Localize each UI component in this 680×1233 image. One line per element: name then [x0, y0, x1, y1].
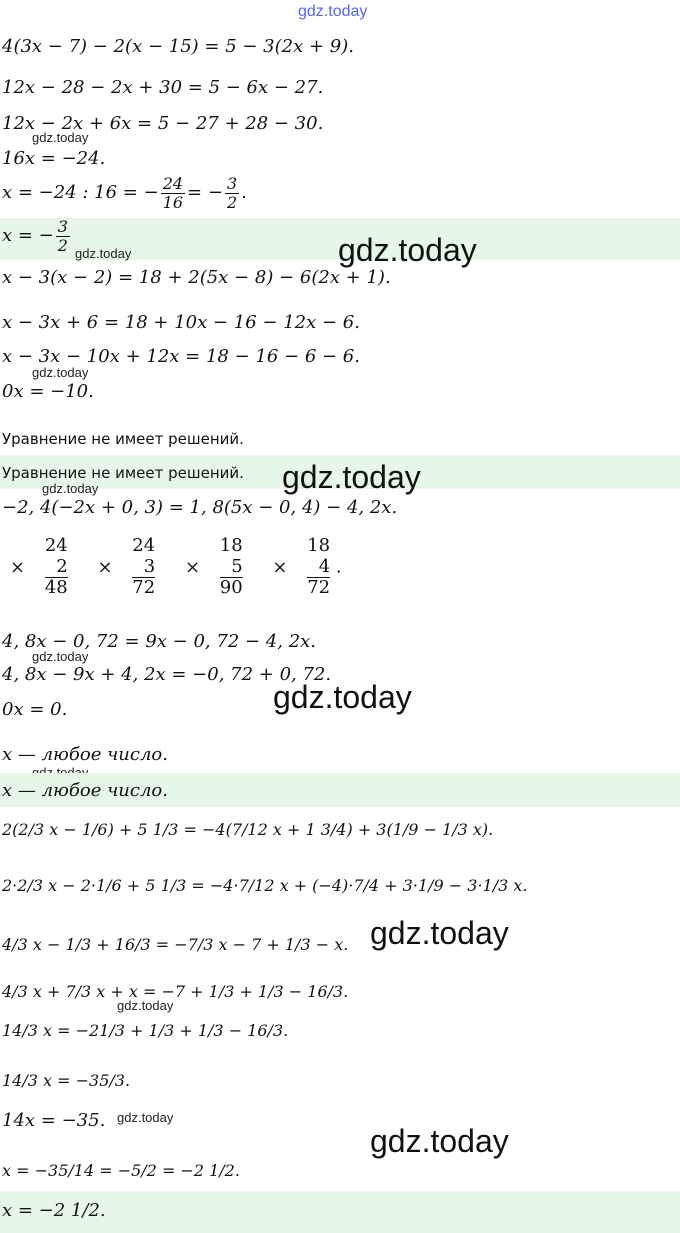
mult-column: 24 2 48 — [44, 535, 68, 599]
eq-c-line-2: 4, 8x − 0, 72 = 9x − 0, 72 − 4, 2x. — [2, 631, 317, 652]
watermark-small: gdz.today — [117, 998, 174, 1013]
answer-d: x = −2 1/2. — [2, 1200, 106, 1221]
eq-d-line-4: 4/3 x + 7/3 x + x = −7 + 1/3 + 1/3 − 16/3. — [2, 982, 349, 1001]
eq-d-line-8: x = −35/14 = −5/2 = −2 1/2. — [2, 1161, 240, 1180]
watermark-small: gdz.today — [75, 246, 132, 261]
eq-a-line-2: 12x − 28 − 2x + 30 = 5 − 6x − 27. — [2, 77, 324, 98]
eq-c-line-4: 0x = 0. — [2, 699, 68, 720]
watermark-small: gdz.today — [42, 481, 99, 496]
eq-b-line-1: x − 3(x − 2) = 18 + 2(5x − 8) − 6(2x + 1). — [2, 267, 391, 288]
watermark-big: gdz.today — [370, 1123, 509, 1159]
mult-column: 18 5 90 — [219, 535, 243, 599]
watermark-small: gdz.today — [32, 649, 89, 664]
eq-a-line-1: 4(3x − 7) − 2(x − 15) = 5 − 3(2x + 9). — [2, 36, 354, 57]
watermark-small: gdz.today — [117, 1110, 174, 1125]
watermark-big: gdz.today — [273, 679, 412, 715]
eq-a-line-4: 16x = −24. — [2, 148, 106, 169]
eq-a-line-5: x = −24 : 16 = − $\frac{24}{16}$ = − $\frac{3}{2}$ . — [2, 174, 247, 212]
watermark-big: gdz.today — [338, 232, 477, 268]
watermark-small: gdz.today — [32, 130, 89, 145]
eq-d-line-7: 14x = −35. — [2, 1110, 106, 1131]
answer-a: x = − $\frac{3}{2}$ — [2, 217, 68, 255]
eq-b-line-5: Уравнение не имеет решений. — [2, 430, 244, 448]
eq-d-line-2: 2·2/3 x − 2·1/6 + 5 1/3 = −4·7/12 x + (−4)·7/4 + 3·1/9 − 3·1/3 x. — [2, 876, 528, 895]
eq-d-line-3: 4/3 x − 1/3 + 16/3 = −7/3 x − 7 + 1/3 − x. — [2, 935, 349, 954]
fraction: $\frac{3}{2}$ — [57, 217, 68, 255]
watermark-big: gdz.today — [370, 915, 509, 951]
eq-b-line-2: x − 3x + 6 = 18 + 10x − 16 − 12x − 6. — [2, 312, 360, 333]
eq-c-line-5: x — любое число. — [2, 744, 168, 765]
eq-d-line-6: 14/3 x = −35/3. — [2, 1071, 131, 1090]
answer-c: x — любое число. — [2, 780, 168, 801]
eq-c-line-1: −2, 4(−2x + 0, 3) = 1, 8(5x − 0, 4) − 4, 2x. — [2, 497, 398, 518]
watermark-top: gdz.today — [298, 3, 368, 20]
mult-column: 18 4 72 — [307, 535, 331, 599]
eq-d-line-5: 14/3 x = −21/3 + 1/3 + 1/3 − 16/3. — [2, 1021, 289, 1040]
answer-b: Уравнение не имеет решений. — [2, 464, 244, 482]
eq-b-line-3: x − 3x − 10x + 12x = 18 − 16 − 6 − 6. — [2, 346, 360, 367]
watermark-small: gdz.today — [32, 365, 89, 380]
eq-c-line-3: 4, 8x − 9x + 4, 2x = −0, 72 + 0, 72. — [2, 664, 332, 685]
eq-a-line-3: 12x − 2x + 6x = 5 − 27 + 28 − 30. — [2, 113, 324, 134]
eq-d-line-1: 2(2/3 x − 1/6) + 5 1/3 = −4(7/12 x + 1 3/4) + 3(1/9 − 1/3 x). — [2, 820, 494, 839]
mult-column: 24 3 72 — [132, 535, 156, 599]
watermark-big: gdz.today — [282, 459, 421, 495]
fraction: $\frac{3}{2}$ — [226, 174, 238, 212]
multiplication-block: × 24 2 48 × 24 3 72 × 18 5 90 × 18 4 72 . — [10, 535, 342, 599]
fraction: $\frac{24}{16}$ — [162, 174, 184, 212]
eq-b-line-4: 0x = −10. — [2, 381, 94, 402]
